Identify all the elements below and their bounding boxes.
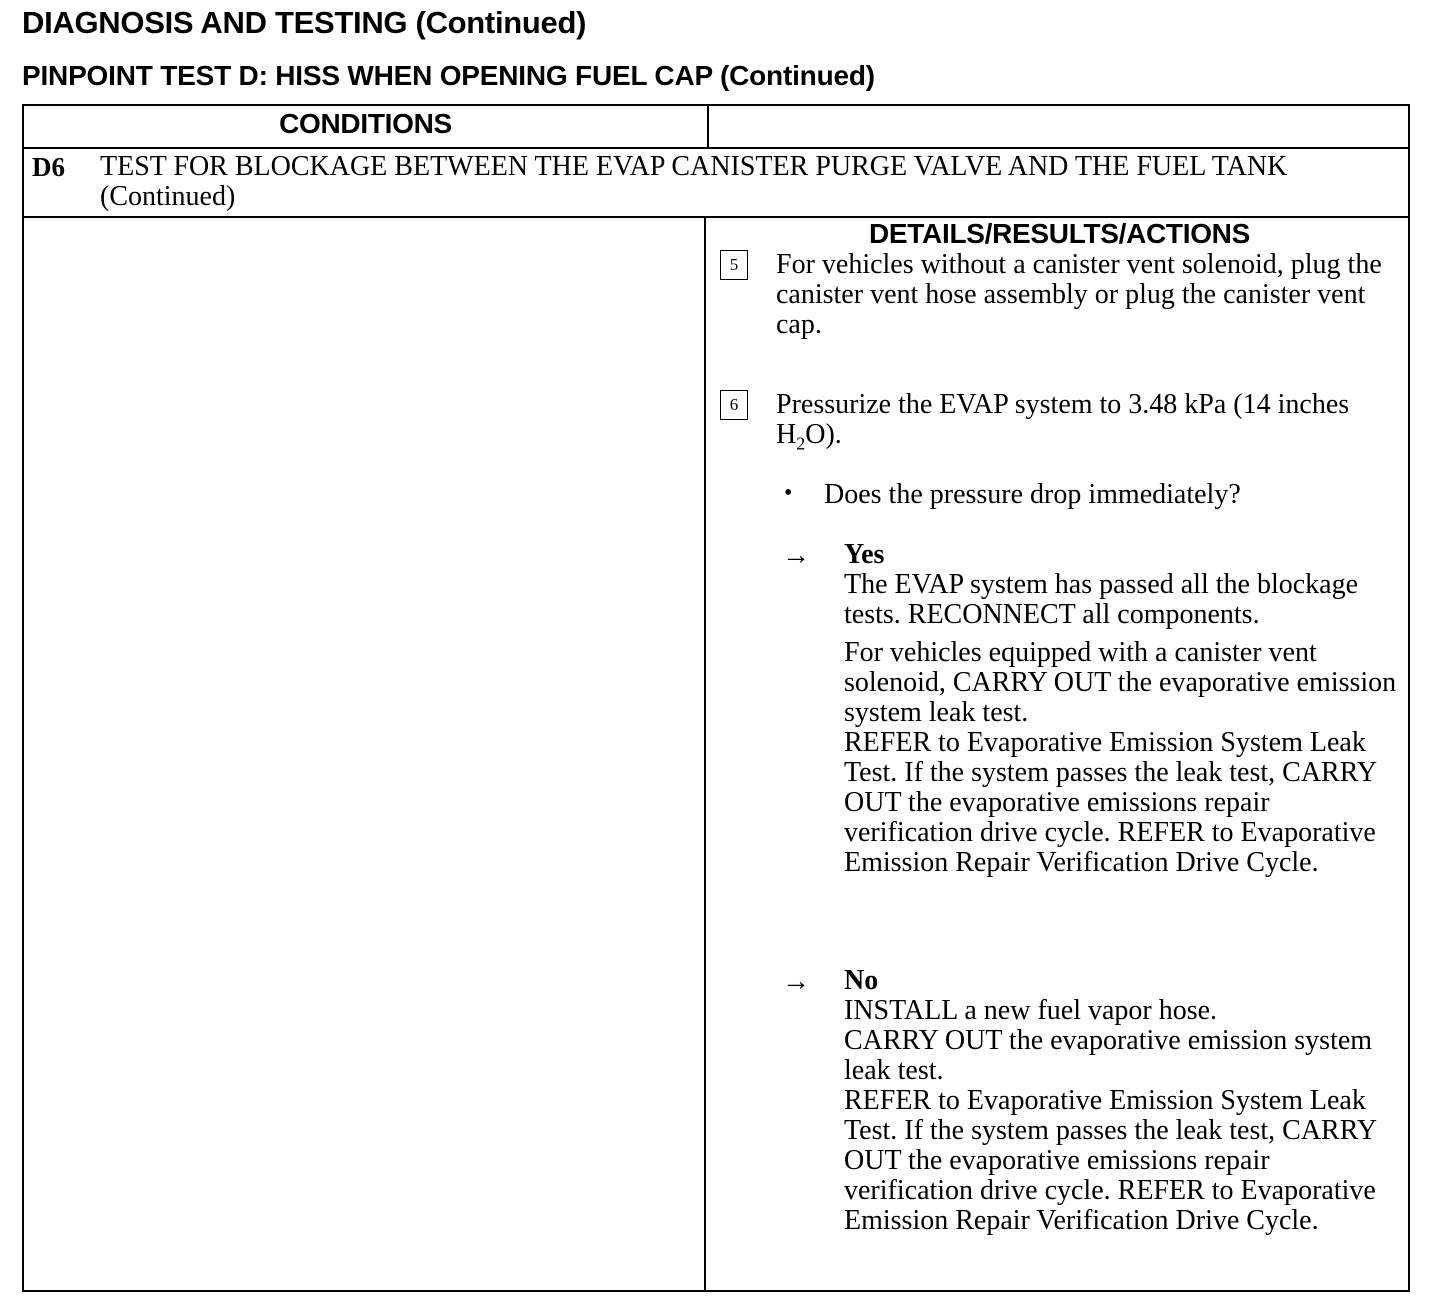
arrow-right-icon: → <box>782 540 810 571</box>
yes-label: Yes <box>844 539 885 570</box>
column-header-conditions: CONDITIONS <box>279 108 452 139</box>
no-line-3: REFER to Evaporative Emission System Leak Test. If the system passes the leak test, CARRY OUT the evaporative emissions repair verification drive cycle. REFER to Evaporative Emission Repair Verification Drive Cycle. <box>844 1085 1377 1236</box>
yes-response <box>844 540 1404 886</box>
test-title: PINPOINT TEST D: HISS WHEN OPENING FUEL CAP (Continued) <box>22 60 875 91</box>
substep-text: Pressurize the EVAP system to 3.48 kPa (14 inches $H_2O$). <box>776 389 1350 454</box>
no-line-2: CARRY OUT the evaporative emission system leak test. <box>844 1025 1373 1086</box>
question-text: Does the pressure drop immediately? <box>824 479 1241 510</box>
step-title: TEST FOR BLOCKAGE BETWEEN THE EVAP CANISTER PURGE VALVE AND THE FUEL TANK (Continued) <box>100 151 1288 212</box>
column-header-details: DETAILS/RESULTS/ACTIONS <box>869 218 1250 249</box>
section-title: DIAGNOSIS AND TESTING (Continued) <box>22 5 587 40</box>
column-divider-bottom <box>704 218 706 1292</box>
step-number-box: 5 <box>720 250 748 280</box>
no-label: No <box>844 965 879 996</box>
yes-paragraph-2: For vehicles equipped with a canister vent solenoid, CARRY OUT the evaporative emission system leak test. <box>844 637 1397 728</box>
step-number-box: 6 <box>720 390 748 420</box>
substep-text: For vehicles without a canister vent solenoid, plug the canister vent hose assembly or plug the canister vent cap. <box>776 249 1382 340</box>
yes-paragraph-3: REFER to Evaporative Emission System Leak Test. If the system passes the leak test, CARRY OUT the evaporative emissions repair verification drive cycle. REFER to Evaporative Emission Repair Verification Drive Cycle. <box>844 727 1377 878</box>
no-response <box>844 966 1404 1236</box>
no-line-1: INSTALL a new fuel vapor hose. <box>844 995 1218 1026</box>
column-divider-top <box>707 106 709 148</box>
arrow-right-icon: → <box>782 966 810 997</box>
yes-paragraph-1: The EVAP system has passed all the blockage tests. RECONNECT all components. <box>844 569 1359 630</box>
diagnostic-table <box>22 104 1410 1292</box>
step-id: D6 <box>32 152 65 182</box>
bullet-icon: • <box>784 480 793 506</box>
header-divider <box>24 147 1408 149</box>
